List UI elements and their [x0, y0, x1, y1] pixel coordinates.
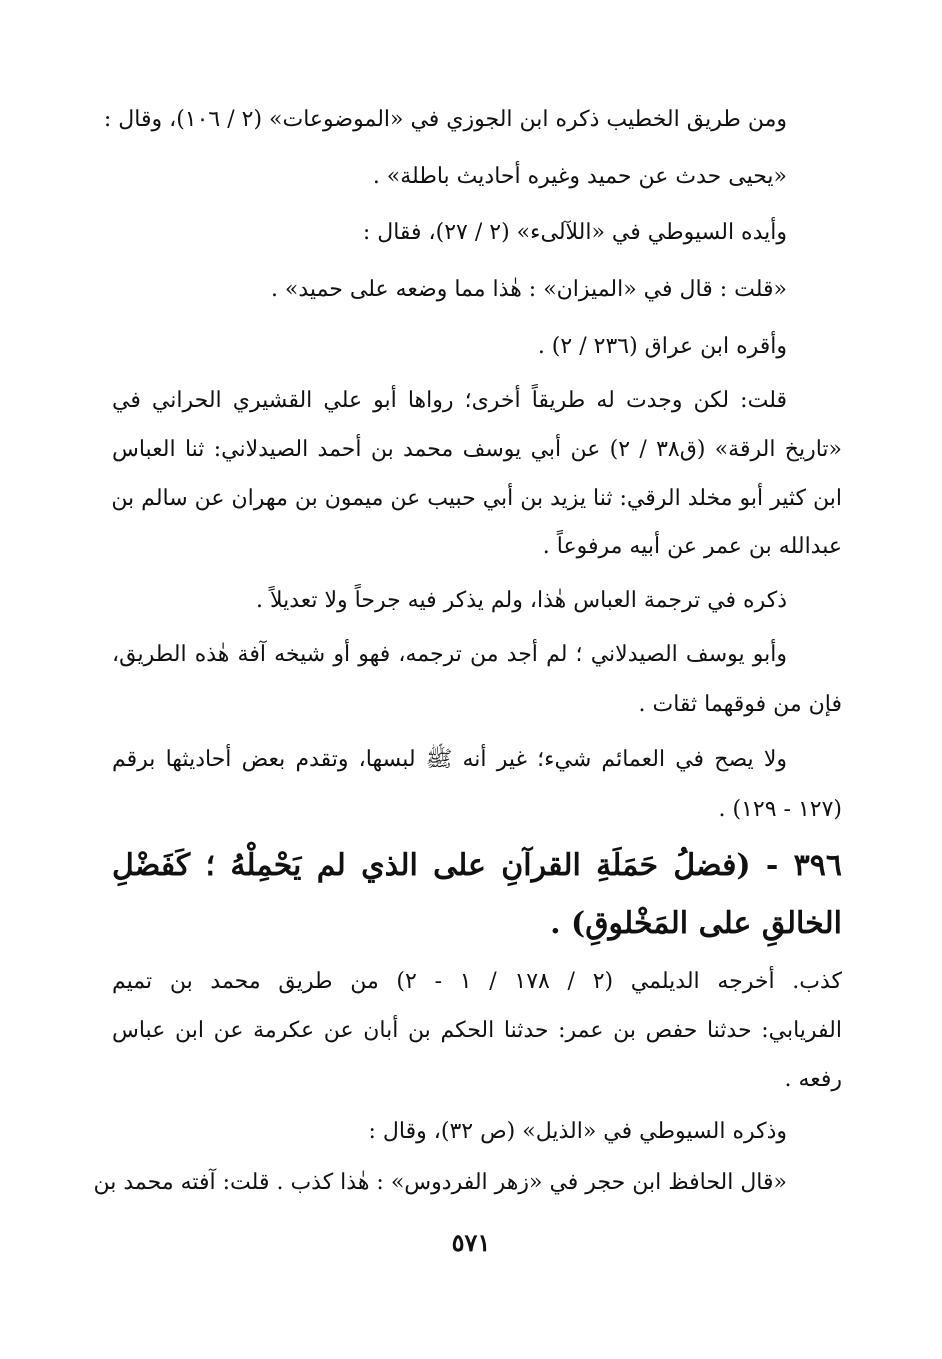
text-line: عبدالله بن عمر عن أبيه مرفوعاً .: [542, 534, 842, 559]
text-line: ومن طريق الخطيب ذكره ابن الجوزي في «الموضوعات» (٢ / ١٠٦)، وقال :: [103, 107, 787, 132]
text-line: «يحيى حدث عن حميد وغيره أحاديث باطلة» .: [372, 164, 787, 189]
text-line: «تاريخ الرقة» (ق٣٨ / ٢) عن أبي يوسف محمد بن أحمد الصيدلاني: ثنا العباس: [112, 437, 842, 462]
text-line: وأقره ابن عراق (٢٣٦ / ٢) .: [537, 334, 787, 359]
text-line: رفعه .: [784, 1067, 842, 1092]
text-line: ابن كثير أبو مخلد الرقي: ثنا يزيد بن أبي حبيب عن ميمون بن مهران عن سالم بن: [111, 486, 842, 511]
text-line: «قلت : قال في «الميزان» : هٰذا مما وضعه على حميد» .: [270, 277, 787, 302]
text-line: (١٢٧ - ١٢٩) .: [718, 797, 842, 822]
text-line: وذكره السيوطي في «الذيل» (ص ٣٢)، وقال :: [368, 1119, 787, 1144]
text-line: فإن من فوقهما ثقات .: [638, 692, 842, 717]
text-line: ولا يصح في العمائم شيء؛ غير أنه ﷺ لبسها، وتقدم بعض أحاديثها برقم: [112, 747, 787, 772]
text-line: ذكره في ترجمة العباس هٰذا، ولم يذكر فيه جرحاً ولا تعديلاً .: [255, 588, 787, 613]
text-line: كذب. أخرجه الديلمي (٢ / ١٧٨ / ١ - ٢) من طريق محمد بن تميم: [112, 969, 843, 994]
text-line: «قال الحافظ ابن حجر في «زهر الفردوس» : هٰذا كذب . قلت: آفته محمد بن: [93, 1170, 787, 1195]
text-line: وأيده السيوطي في «اللآلىء» (٢ / ٢٧)، فقال :: [362, 220, 787, 245]
text-line: الفريابي: حدثنا حفص بن عمر: حدثنا الحكم بن أبان عن عكرمة عن ابن عباس: [112, 1018, 842, 1043]
page-number: ٥٧١: [451, 1228, 491, 1257]
hadith-heading: الخالقِ على المَخْلوقِ) .: [550, 906, 842, 941]
text-line: وأبو يوسف الصيدلاني ؛ لم أجد من ترجمه، فهو أو شيخه آفة هٰذه الطريق،: [112, 642, 787, 667]
text-line: قلت: لكن وجدت له طريقاً أخرى؛ رواها أبو علي القشيري الحراني في: [112, 388, 787, 413]
hadith-heading: ٣٩٦ - (فضلُ حَمَلَةِ القرآنِ على الذي لم يَحْمِلْهُ ؛ كَفَضْلِ: [112, 848, 842, 883]
